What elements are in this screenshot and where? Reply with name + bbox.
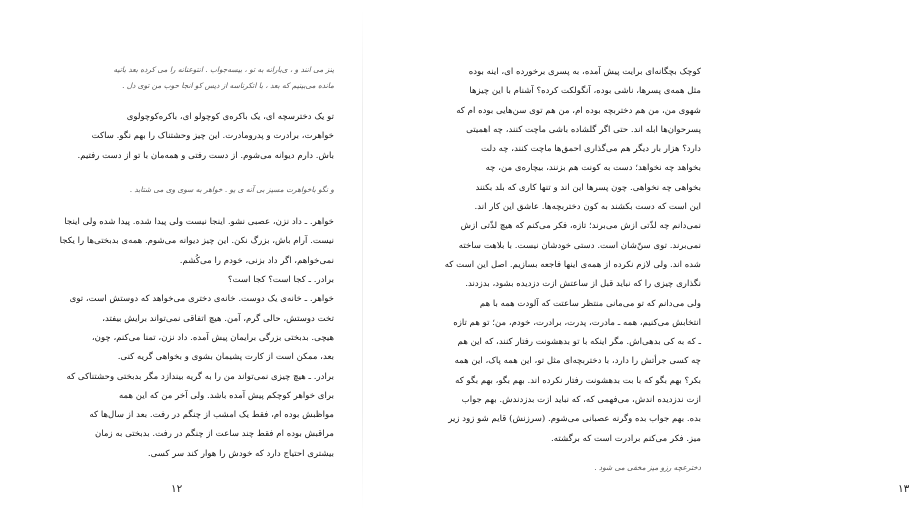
text-line: نمی‌دانم چه لذّتی ازش می‌برند؛ تازه، فکر می‌کنم که هیچ لذّتی ازش (460, 221, 701, 232)
text-line: ولی می‌دانم که تو می‌مانی منتظر ساعتت که آلودت همه با هم (479, 298, 701, 309)
text-line: ازت ندزدیده اندش، می‌فهمی که، که نباید ازت بدزدندش. بهم جواب (461, 395, 701, 406)
right-page-text (408, 63, 701, 477)
text-line: مراقبش بوده ام فقط چند ساعت از چنگم در رفت. بدبختی به زمان (94, 429, 334, 440)
left-page (0, 0, 363, 521)
text-line: مواظبش بوده ام، فقط یک امشب از چنگم در رفت. بعد از سال‌ها که (89, 410, 334, 421)
page-number: ۱۲ (171, 483, 183, 495)
text-line: خواهر. ـ داد نزن، عصبی نشو. اینجا نیست ولی پیدا شده. پیدا شده ولی اینجا (64, 217, 334, 228)
text-line: بده. بهم جواب بده وگرنه عصبانی می‌شوم. (سرزنش) قایم شو زود زیر (448, 414, 701, 425)
handwritten-stage-direction: دخترعچه رزو میز مخفی می شود . (594, 462, 701, 472)
text-line: پسرحوان‌ها ابله اند. حتی اگر گلشاده باشی ماچت کنند، چه اهمیتی (466, 124, 701, 135)
spacer (408, 449, 701, 458)
text-line: این است که دست بکشند به کون دختربچه‌ها. عاشق این کار اند. (474, 202, 701, 213)
left-page-text (41, 62, 334, 464)
text-line: انتخابش می‌کنیم، همه ـ مادرت، پدرت، برادرت، خودم، من؛ تو هم تازه (453, 317, 701, 328)
text-line: مثل همه‌ی پسرها، ناشی بوده، آنگولکت کرده؟ آشنام با این چیزها (469, 86, 701, 97)
handwritten-stage-direction: و نگو با‌خواهرت مسیز بی آنه ی یو . خواهر به سوی وی می شتابد . (129, 184, 334, 194)
text-line: برادر. ـ کجا است؟ کجا است؟ (227, 275, 334, 286)
text-line: بیشتری احتیاج دارد که خودش را هوار کند سر کسی. (147, 448, 334, 459)
text-line: نیست. آرام باش، بزرگ نکن. این چیز دیوانه می‌شوم. همه‌ی بدبختی‌ها را یکجا (59, 236, 334, 247)
text-line: باش. دارم دیوانه می‌شوم. از دست رفتی و همه‌مان با تو از دست رفتیم. (77, 150, 334, 161)
text-line: دارد؟ هزار بار دیگر هم می‌گذاری احمق‌ها ماچت کنند، چه دلت (481, 144, 701, 155)
text-line: تو یک دخترسچه ای، یک باکره‌ی کوچولو ای، باکره‌کوچولوی (126, 112, 334, 122)
text-line: خواهرت، برادرت و پدرومادرت. این چیز وحشتناک را بهم نگو. ساکت (91, 131, 334, 142)
text-line: تخت دوستش، حالی گرم، آمن. هیچ اتفاقی نمی‌تواند برایش بیفتد، (102, 313, 334, 324)
text-line: برای خواهر کوچکم پیش آمده باشد. ولی آخر من که این همه (118, 390, 334, 401)
text-line: نمی‌خواهم، اگر داد بزنی، خودم را می‌کُشم. (179, 255, 334, 266)
text-line: بخواهی چه نخواهی. چون پسرها این اند و تنها کاری که بلد بکنند (475, 182, 701, 193)
text-line: میز. فکر می‌کنم برادرت است که برگشته. (551, 433, 701, 444)
text-line: بکر؟ بهم بگو که با بت بدهشونت رفتار نکرده اند. بهم بگو، بهم بگو که (455, 375, 701, 386)
text-line: برادر. ـ هیچ چیزی نمی‌تواند من را به گریه بیندازد مگر بدبختی وحشتناکی که (66, 371, 334, 382)
spacer (41, 94, 334, 108)
spacer (41, 166, 334, 180)
text-line: چه کسی جرأتش را دارد، با دختربچه‌ای مثل تو، این همه پاک، این همه (454, 356, 701, 367)
text-line: نگذاری چیزی را که نباید قبل از ساعتش ازت دزدیده بشود، بدزدند. (465, 279, 701, 290)
spacer (41, 199, 334, 213)
text-line: بعد، ممکن است از کارت پشیمان بشوی و بخواهی گریه کنی. (117, 352, 334, 363)
handwritten-note-line: مانده می‌بینیم که بعد ، با اتکرناسه از دیس کو انجا حوب من توی دل . (122, 81, 334, 90)
right-page (363, 0, 909, 521)
text-line: هیچی. بدبختی بزرگی برایمان پیش آمده. داد نزن، تمنا می‌کنم، چون، (91, 332, 334, 343)
text-line: نمی‌برند. توی سنّ‌شان است. دستی خودشان نیست. با بلاهت ساخته (458, 240, 701, 251)
text-line: کوچک بچگانه‌ای برایت پیش آمده، به پسری برخورده ای، اینه بوده (468, 67, 701, 77)
text-line: بخواهد چه نخواهد؛ دست به کونت هم بزنند، بیچاره‌ی من، چه (485, 163, 701, 174)
text-line: خواهر. ـ خانه‌ی یک دوست. خانه‌ی دختری می‌خواهد که دوستش است، توی (69, 294, 334, 305)
text-line: ـ که به کی بدهی‌اش. مگر اینکه با تو بدهشونت رفتار کنند، که این هم (457, 337, 701, 348)
page-number: ۱۳ (898, 483, 909, 495)
text-line: شده اند. ولی لازم نکرده از همه‌ی اینها فاجعه بسازیم. اصل این است که (444, 259, 701, 270)
text-line: شهوی من، من هم دختربچه بوده ام، من هم توی سن‌هایی بوده ام که (456, 105, 701, 116)
handwritten-note-line: ینز می انند و ، ی‌بارانه به تو ، بیسه‌جواب . انتوعنانه را می کرده بعد باتیه (113, 65, 334, 74)
